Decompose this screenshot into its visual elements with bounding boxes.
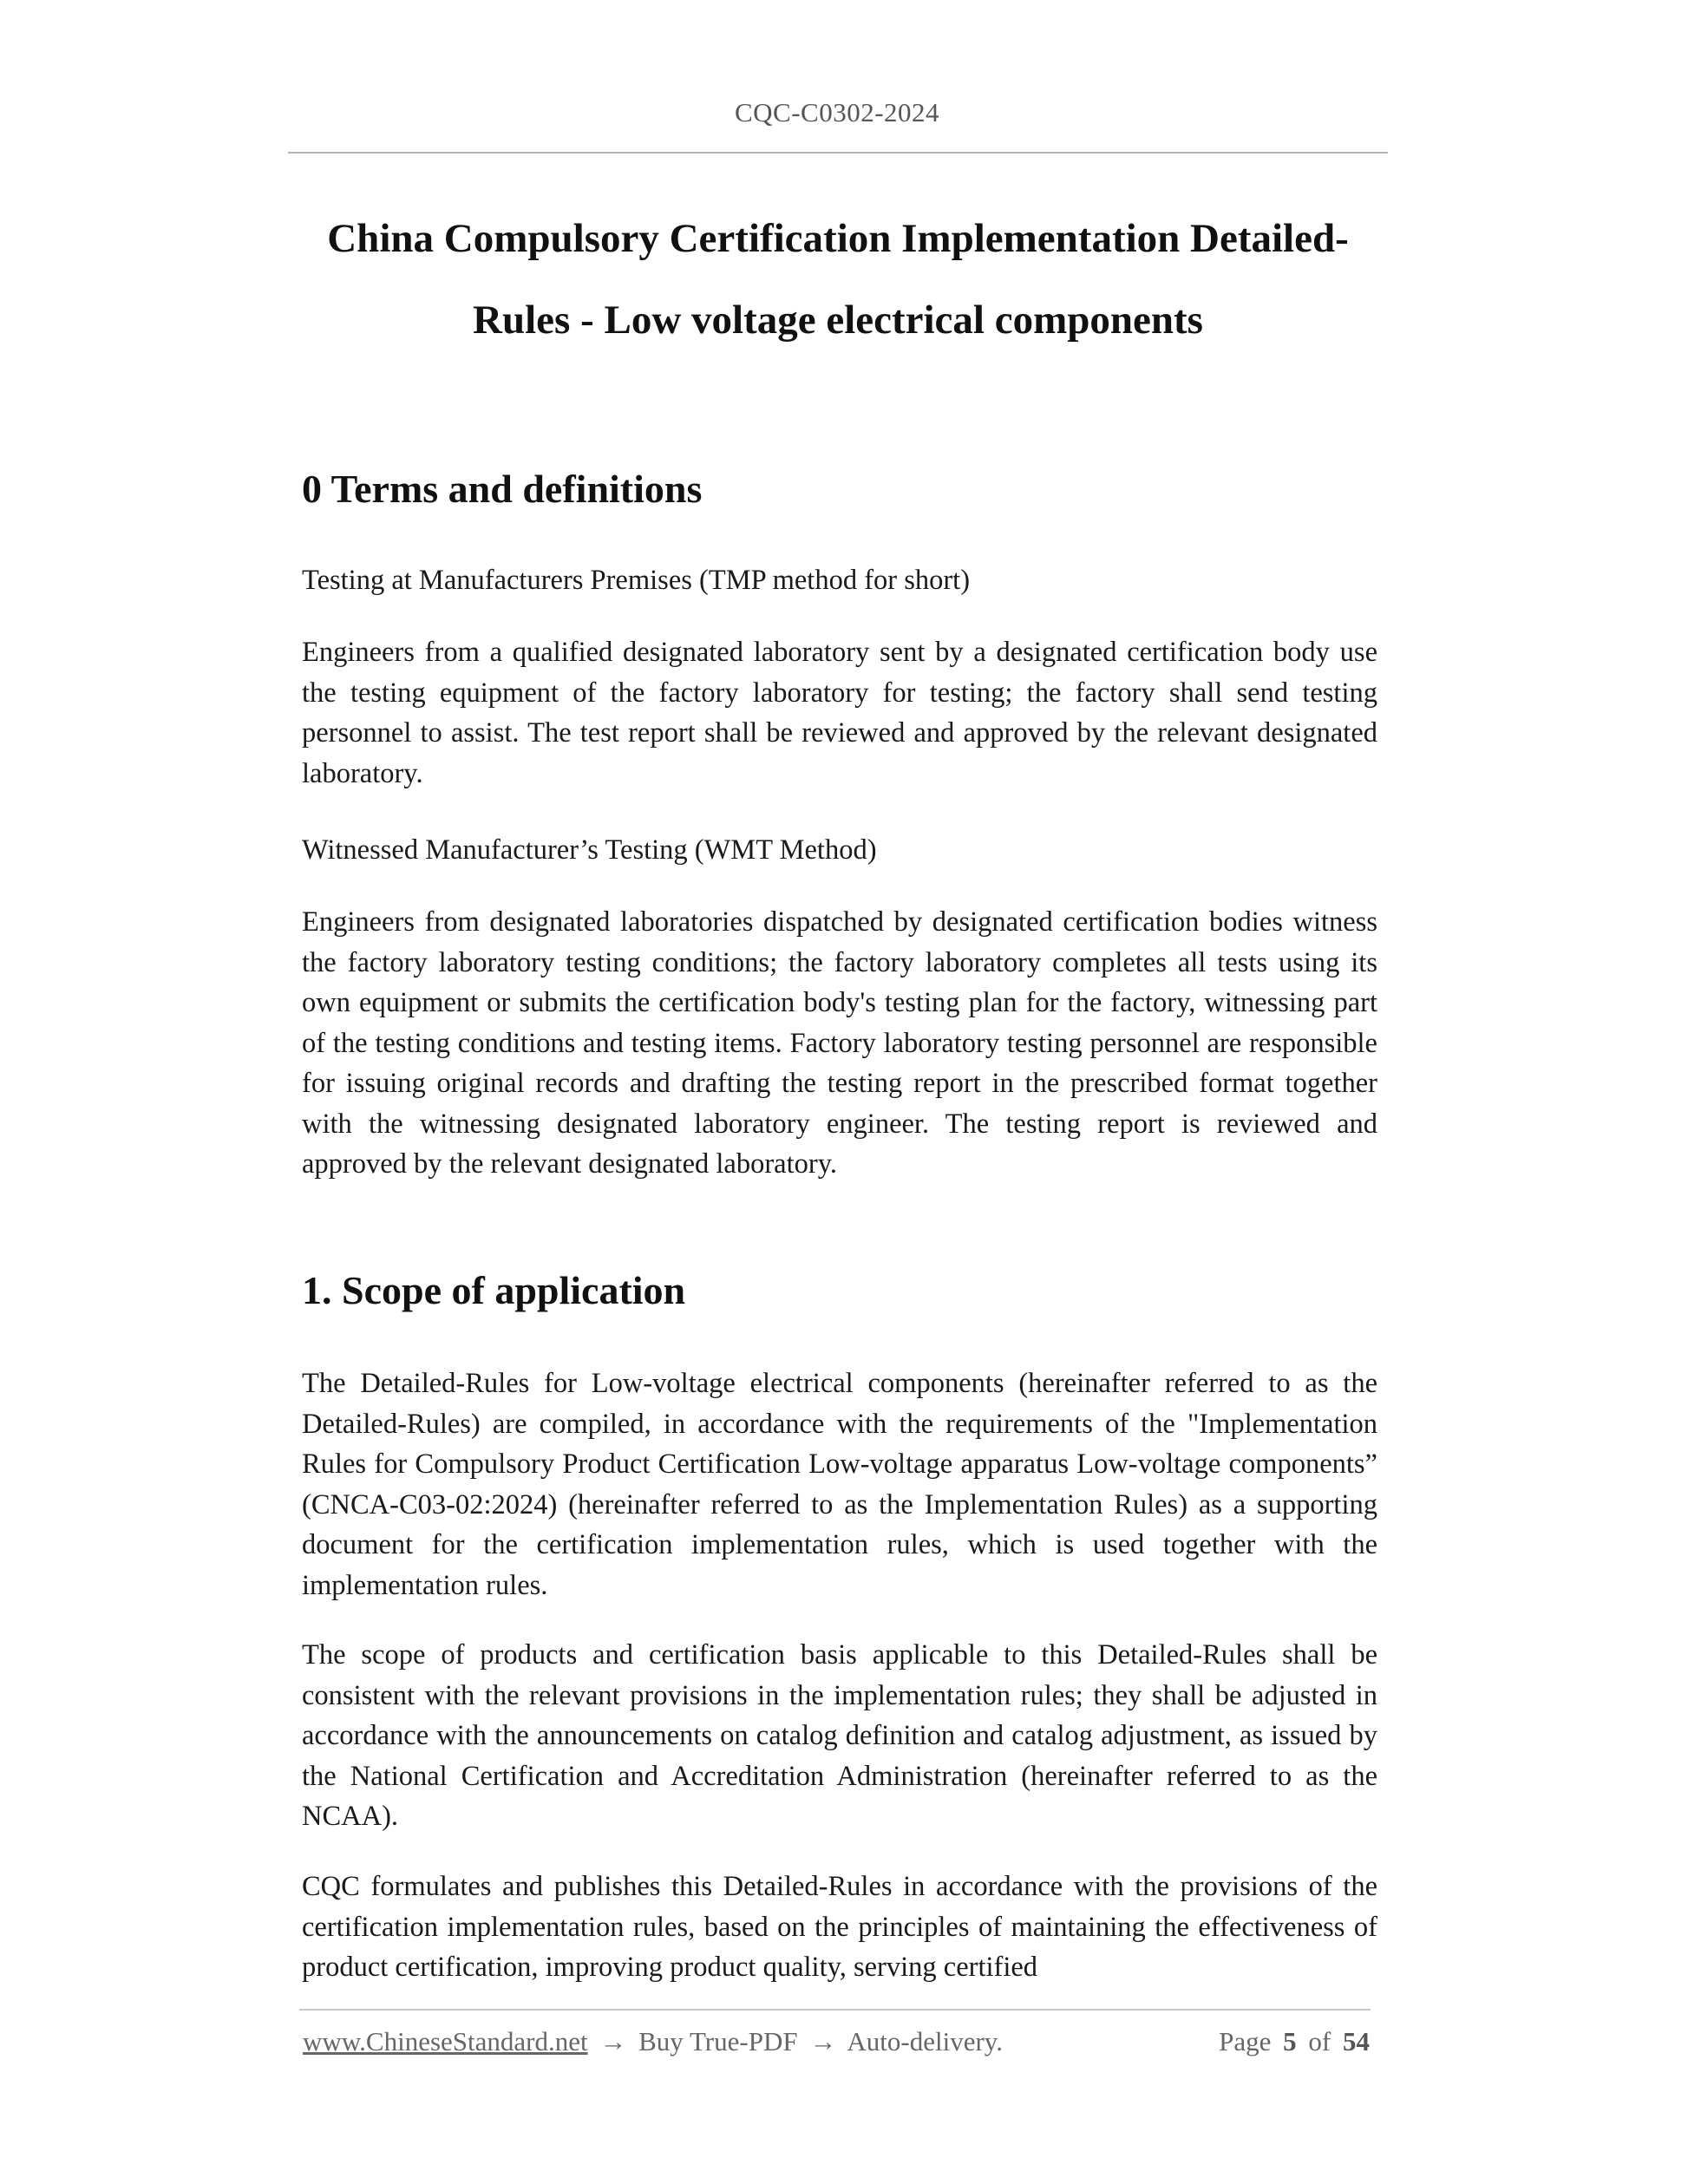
paragraph-wmt-term: Witnessed Manufacturer’s Testing (WMT Method) bbox=[302, 834, 877, 866]
page-number bbox=[1214, 2026, 1370, 2057]
paragraph-tmp-term: Testing at Manufacturers Premises (TMP method for short) bbox=[302, 565, 971, 596]
section-heading-scope: 1. Scope of application bbox=[302, 1268, 686, 1312]
page-label: Page bbox=[1219, 2026, 1272, 2056]
document-code: CQC-C0302-2024 bbox=[734, 97, 940, 128]
buy-pdf-text: Buy True-PDF bbox=[638, 2026, 798, 2056]
auto-delivery-text: Auto-delivery. bbox=[847, 2026, 1004, 2056]
website-link[interactable]: www.ChineseStandard.net bbox=[303, 2026, 588, 2056]
document-title bbox=[286, 198, 1390, 361]
paragraph-wmt-definition: Engineers from designated laboratories dispatched by designated certification bodies witness the factory laboratory testing conditions; the factory laboratory completes all tests using its own equipment or submits the certification body's testing plan for the factory, witnessing part of the testing conditions and testing items. Factory laboratory testing personnel are responsible for issuing original records and drafting the testing report in the prescribed format together with the witnessing designated laboratory engineer. The testing report is reviewed and approved by the relevant designated laboratory. bbox=[302, 906, 1377, 1180]
footer-divider bbox=[299, 2009, 1371, 2011]
title-line-1: China Compulsory Certification Implementation Detailed- bbox=[327, 216, 1349, 261]
section-heading-terms: 0 Terms and definitions bbox=[302, 467, 703, 511]
arrow-right-icon: → bbox=[599, 2026, 627, 2056]
paragraph-scope-1: The Detailed-Rules for Low-voltage electrical components (hereinafter referred to as the Detailed-Rules) are compiled, in accordance with the requirements of the "Implementation Rules for Compulsory Product Certification Low-voltage apparatus Low-voltage components” (CNCA-C03-02:2024) (hereinafter referred to as the Implementation Rules) as a supporting document for the certification implementation rules, which is used together with the implementation rules. bbox=[302, 1368, 1377, 1601]
total-pages: 54 bbox=[1343, 2026, 1370, 2056]
paragraph-scope-3: CQC formulates and publishes this Detailed-Rules in accordance with the provisions of the certification implementation rules, based on the principles of maintaining the effectiveness of product certification, improving product quality, serving certified bbox=[302, 1871, 1377, 1983]
arrow-right-icon: → bbox=[809, 2026, 837, 2056]
paragraph-scope-2: The scope of products and certification basis applicable to this Detailed-Rules shall be consistent with the relevant provisions in the implementation rules; they shall be adjusted in accordance with the announcements on catalog definition and catalog adjustment, as issued by the National Certification and Accreditation Administration (hereinafter referred to as the NCAA). bbox=[302, 1639, 1377, 1832]
header-divider bbox=[288, 152, 1388, 154]
title-line-2: Rules - Low voltage electrical components bbox=[473, 298, 1203, 343]
of-label: of bbox=[1308, 2026, 1331, 2056]
footer-promo bbox=[303, 2026, 1003, 2057]
current-page: 5 bbox=[1283, 2026, 1297, 2056]
paragraph-tmp-definition: Engineers from a qualified designated laboratory sent by a designated certification body use the testing equipment of the factory laboratory for testing; the factory shall send testing personnel to assist. The test report shall be reviewed and approved by the relevant designated laboratory. bbox=[302, 637, 1377, 789]
